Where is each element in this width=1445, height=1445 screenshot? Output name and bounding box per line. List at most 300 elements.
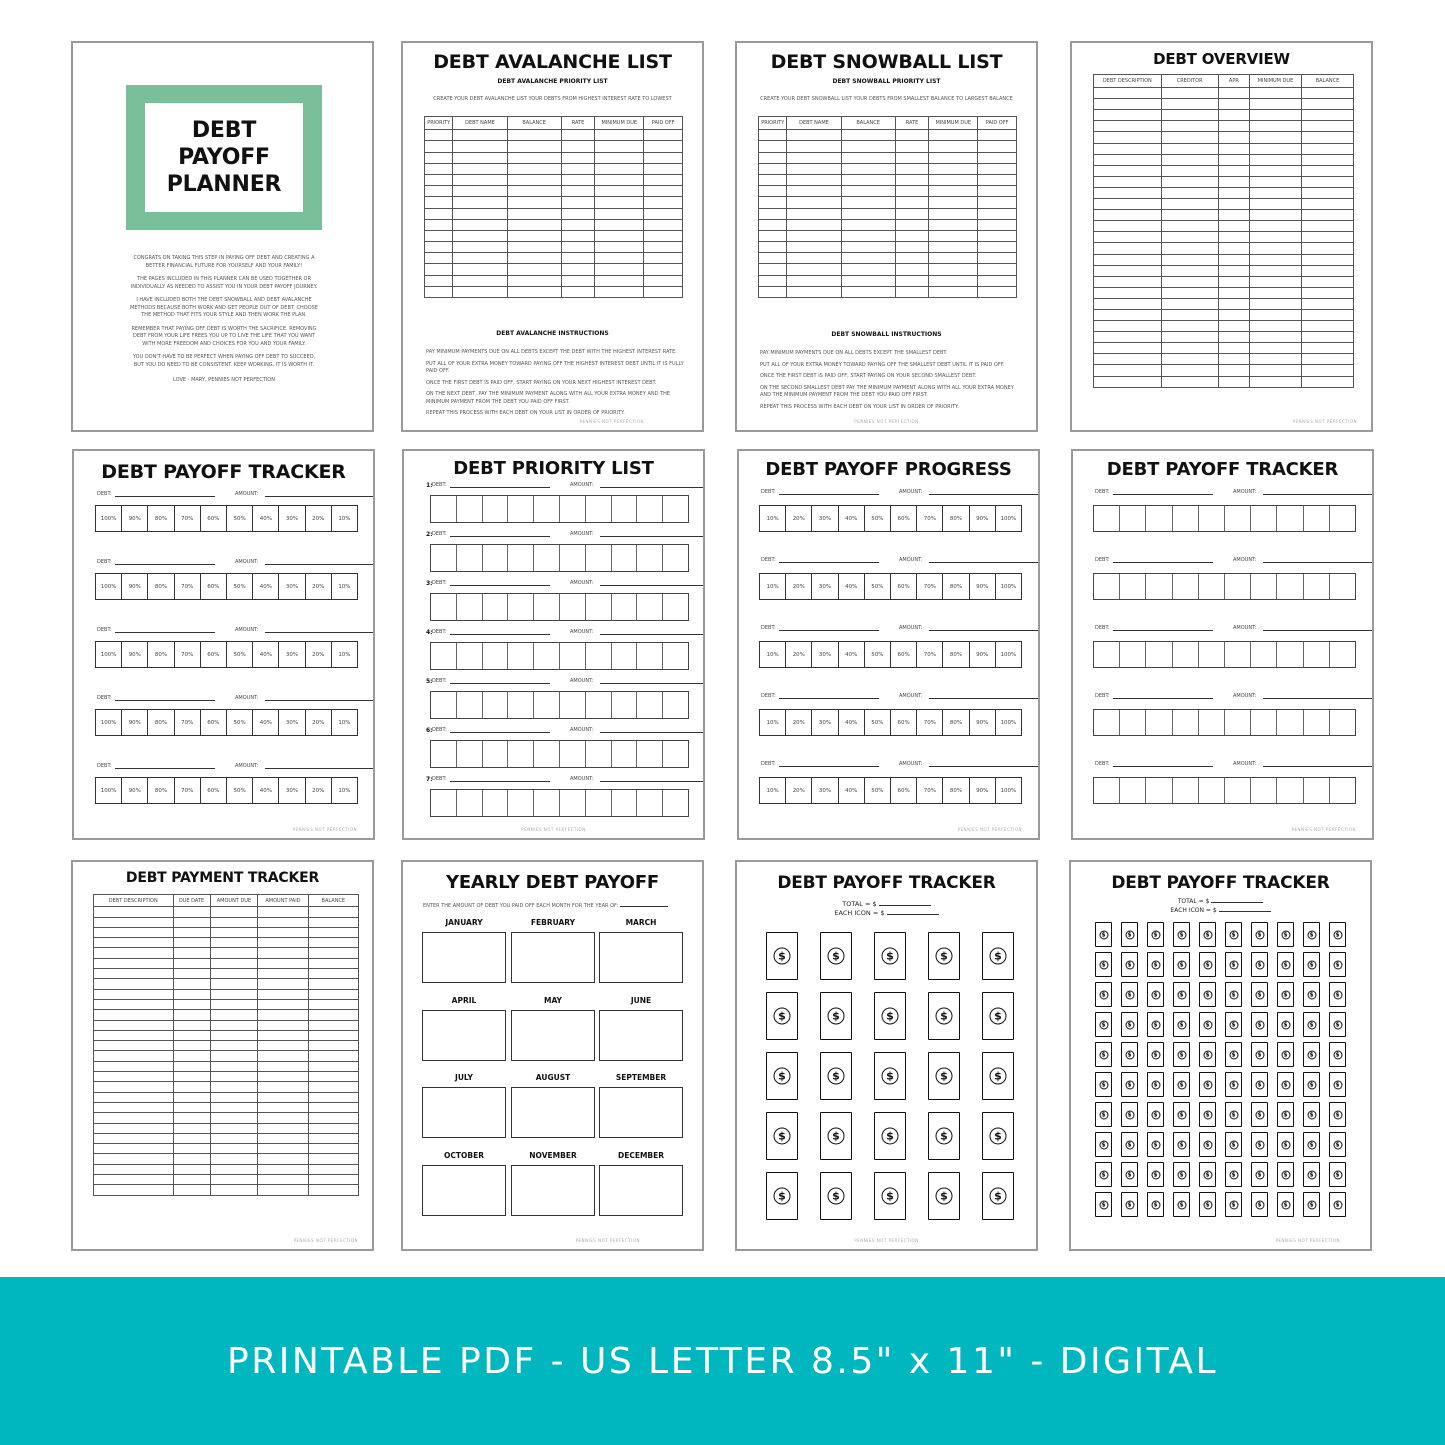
money-stack-icon[interactable]	[1121, 1102, 1138, 1127]
money-stack-icon[interactable]	[1225, 1192, 1242, 1217]
percent-cell[interactable]: 80%	[148, 506, 174, 531]
table-cell[interactable]	[258, 1175, 308, 1185]
table-cell[interactable]	[759, 163, 787, 174]
tracker-box[interactable]	[1120, 642, 1146, 667]
month-box[interactable]	[511, 1165, 595, 1216]
tracker-box[interactable]	[431, 594, 457, 620]
debt-blank[interactable]	[450, 678, 550, 684]
money-stack-icon[interactable]	[1251, 1102, 1268, 1127]
table-cell[interactable]	[94, 917, 174, 927]
percent-cell[interactable]: 60%	[201, 574, 227, 599]
table-cell[interactable]	[453, 163, 507, 174]
percent-cell[interactable]: 20%	[306, 778, 332, 803]
tracker-box[interactable]	[483, 790, 509, 816]
percent-cell[interactable]: 30%	[279, 574, 305, 599]
tracker-box[interactable]	[534, 790, 560, 816]
tracker-box[interactable]	[637, 790, 663, 816]
table-cell[interactable]	[644, 230, 683, 241]
money-stack-icon[interactable]	[1277, 1072, 1294, 1097]
table-cell[interactable]	[561, 152, 595, 163]
table-cell[interactable]	[94, 1113, 174, 1123]
money-stack-icon[interactable]	[982, 1172, 1014, 1220]
table-cell[interactable]	[1218, 276, 1249, 287]
table-cell[interactable]	[94, 1164, 174, 1174]
money-stack-icon[interactable]	[1121, 952, 1138, 977]
money-stack-icon[interactable]	[1277, 922, 1294, 947]
table-cell[interactable]	[210, 907, 258, 917]
table-cell[interactable]	[1249, 332, 1301, 343]
tracker-box[interactable]	[1199, 642, 1225, 667]
table-cell[interactable]	[453, 152, 507, 163]
table-cell[interactable]	[1218, 165, 1249, 176]
percent-cell[interactable]: 100%	[1000, 651, 1017, 658]
percent-cell[interactable]: 100%	[96, 506, 122, 531]
table-cell[interactable]	[210, 1164, 258, 1174]
money-stack-icon[interactable]	[1121, 922, 1138, 947]
table-cell[interactable]	[425, 275, 453, 286]
table-cell[interactable]	[561, 197, 595, 208]
tracker-box[interactable]	[1146, 710, 1172, 735]
table-cell[interactable]	[210, 1030, 258, 1040]
table-cell[interactable]	[1301, 265, 1353, 276]
table-cell[interactable]	[929, 208, 978, 219]
amount-blank[interactable]	[600, 776, 705, 782]
tracker-box[interactable]	[534, 643, 560, 669]
table-cell[interactable]	[1218, 221, 1249, 232]
table-cell[interactable]	[644, 130, 683, 141]
tracker-box[interactable]	[637, 496, 663, 522]
table-cell[interactable]	[94, 1175, 174, 1185]
table-cell[interactable]	[1094, 232, 1162, 243]
table-cell[interactable]	[210, 1154, 258, 1164]
amount-blank[interactable]	[265, 491, 375, 497]
table-cell[interactable]	[1301, 287, 1353, 298]
table-cell[interactable]	[308, 1185, 358, 1195]
money-stack-icon[interactable]	[1277, 982, 1294, 1007]
money-stack-icon[interactable]	[1199, 1042, 1216, 1067]
money-stack-icon[interactable]	[1199, 1072, 1216, 1097]
table-cell[interactable]	[258, 1154, 308, 1164]
table-cell[interactable]	[1094, 287, 1162, 298]
tracker-box[interactable]	[586, 643, 612, 669]
table-cell[interactable]	[1161, 309, 1218, 320]
tracker-box[interactable]	[1251, 778, 1277, 803]
percent-cell[interactable]: 60%	[201, 710, 227, 735]
percent-cell[interactable]: 10%	[760, 642, 786, 667]
money-stack-icon[interactable]	[1251, 952, 1268, 977]
table-cell[interactable]	[1094, 376, 1162, 387]
tracker-box[interactable]	[483, 643, 509, 669]
table-cell[interactable]	[258, 999, 308, 1009]
table-cell[interactable]	[173, 1185, 210, 1195]
table-cell[interactable]	[841, 230, 895, 241]
money-stack-icon[interactable]	[1147, 922, 1164, 947]
table-cell[interactable]	[173, 938, 210, 948]
table-cell[interactable]	[1161, 132, 1218, 143]
table-cell[interactable]	[759, 208, 787, 219]
table-cell[interactable]	[308, 907, 358, 917]
percent-cell[interactable]: 100%	[96, 574, 122, 599]
table-cell[interactable]	[94, 979, 174, 989]
tracker-box[interactable]	[1199, 506, 1225, 531]
table-cell[interactable]	[644, 286, 683, 297]
percent-cell[interactable]: 70%	[175, 710, 201, 735]
table-cell[interactable]	[1161, 298, 1218, 309]
percent-cell[interactable]: 60%	[201, 778, 227, 803]
table-cell[interactable]	[895, 186, 929, 197]
tracker-box[interactable]	[431, 741, 457, 767]
table-cell[interactable]	[258, 1123, 308, 1133]
table-cell[interactable]	[173, 927, 210, 937]
table-cell[interactable]	[507, 253, 561, 264]
money-stack-icon[interactable]	[1147, 1192, 1164, 1217]
tracker-box[interactable]	[1146, 574, 1172, 599]
table-cell[interactable]	[1094, 276, 1162, 287]
tracker-box[interactable]	[457, 545, 483, 571]
table-cell[interactable]	[1301, 343, 1353, 354]
tracker-box[interactable]	[1304, 574, 1330, 599]
table-cell[interactable]	[759, 275, 787, 286]
month-box[interactable]	[599, 1010, 683, 1061]
table-cell[interactable]	[258, 1072, 308, 1082]
table-cell[interactable]	[1301, 210, 1353, 221]
table-cell[interactable]	[1161, 343, 1218, 354]
table-cell[interactable]	[308, 917, 358, 927]
table-cell[interactable]	[1249, 265, 1301, 276]
table-cell[interactable]	[595, 253, 644, 264]
tracker-box[interactable]	[663, 741, 688, 767]
table-cell[interactable]	[1249, 154, 1301, 165]
tracker-box[interactable]	[612, 692, 638, 718]
debt-blank[interactable]	[779, 693, 879, 699]
table-cell[interactable]	[841, 264, 895, 275]
tracker-box[interactable]	[1120, 778, 1146, 803]
table-cell[interactable]	[595, 242, 644, 253]
money-stack-icon[interactable]	[766, 992, 798, 1040]
percent-cell[interactable]: 20%	[786, 574, 812, 599]
table-cell[interactable]	[1249, 254, 1301, 265]
money-stack-icon[interactable]	[1277, 1132, 1294, 1157]
percent-cell[interactable]: 40%	[253, 778, 279, 803]
table-cell[interactable]	[210, 1072, 258, 1082]
table-cell[interactable]	[978, 253, 1017, 264]
money-stack-icon[interactable]	[982, 1112, 1014, 1160]
table-cell[interactable]	[841, 208, 895, 219]
percent-cell[interactable]: 40%	[253, 642, 279, 667]
table-cell[interactable]	[1094, 321, 1162, 332]
percent-cell[interactable]: 30%	[812, 574, 838, 599]
table-cell[interactable]	[978, 163, 1017, 174]
tracker-box[interactable]	[1094, 574, 1120, 599]
tracker-box[interactable]	[1225, 574, 1251, 599]
table-cell[interactable]	[425, 130, 453, 141]
percent-cell[interactable]: 90%	[970, 778, 996, 803]
table-cell[interactable]	[895, 141, 929, 152]
percent-cell[interactable]: 40%	[253, 506, 279, 531]
money-stack-icon[interactable]	[766, 1052, 798, 1100]
table-cell[interactable]	[1249, 165, 1301, 176]
percent-cell[interactable]: 80%	[148, 778, 174, 803]
money-stack-icon[interactable]	[1225, 1072, 1242, 1097]
money-stack-icon[interactable]	[1121, 1012, 1138, 1037]
table-cell[interactable]	[841, 286, 895, 297]
tracker-box[interactable]	[483, 545, 509, 571]
money-stack-icon[interactable]	[1329, 952, 1346, 977]
tracker-box[interactable]	[508, 790, 534, 816]
table-cell[interactable]	[94, 1010, 174, 1020]
table-cell[interactable]	[1094, 132, 1162, 143]
table-cell[interactable]	[644, 253, 683, 264]
table-cell[interactable]	[787, 152, 841, 163]
table-cell[interactable]	[978, 141, 1017, 152]
month-box[interactable]	[511, 932, 595, 983]
percent-cell[interactable]: 90%	[122, 574, 148, 599]
percent-cell[interactable]: 90%	[122, 778, 148, 803]
money-stack-icon[interactable]	[766, 932, 798, 980]
table-cell[interactable]	[94, 1020, 174, 1030]
percent-cell[interactable]: 30%	[279, 642, 305, 667]
table-cell[interactable]	[94, 1030, 174, 1040]
table-cell[interactable]	[258, 917, 308, 927]
table-cell[interactable]	[895, 174, 929, 185]
table-cell[interactable]	[173, 1041, 210, 1051]
table-cell[interactable]	[895, 219, 929, 230]
money-stack-icon[interactable]	[1251, 1012, 1268, 1037]
tracker-box[interactable]	[560, 594, 586, 620]
table-cell[interactable]	[1161, 232, 1218, 243]
tracker-box[interactable]	[1094, 506, 1120, 531]
table-cell[interactable]	[258, 979, 308, 989]
money-stack-icon[interactable]	[982, 992, 1014, 1040]
tracker-box[interactable]	[637, 692, 663, 718]
table-cell[interactable]	[1094, 254, 1162, 265]
percent-cell[interactable]: 20%	[306, 506, 332, 531]
money-stack-icon[interactable]	[1147, 1042, 1164, 1067]
percent-cell[interactable]: 40%	[839, 506, 865, 531]
money-stack-icon[interactable]	[1095, 1042, 1112, 1067]
percent-cell[interactable]: 30%	[812, 506, 838, 531]
percent-cell[interactable]: 60%	[201, 642, 227, 667]
percent-cell[interactable]: 20%	[306, 642, 332, 667]
table-cell[interactable]	[173, 1133, 210, 1143]
money-stack-icon[interactable]	[1303, 1102, 1320, 1127]
table-cell[interactable]	[507, 286, 561, 297]
percent-cell[interactable]: 100%	[1000, 787, 1017, 794]
percent-cell[interactable]: 10%	[338, 583, 351, 590]
table-cell[interactable]	[929, 253, 978, 264]
table-cell[interactable]	[929, 186, 978, 197]
percent-cell[interactable]: 20%	[786, 642, 812, 667]
money-stack-icon[interactable]	[1095, 1192, 1112, 1217]
table-cell[interactable]	[1218, 176, 1249, 187]
table-cell[interactable]	[595, 163, 644, 174]
table-cell[interactable]	[1301, 276, 1353, 287]
percent-cell[interactable]: 30%	[812, 642, 838, 667]
table-cell[interactable]	[644, 152, 683, 163]
money-stack-icon[interactable]	[1095, 1072, 1112, 1097]
table-cell[interactable]	[258, 1164, 308, 1174]
tracker-box[interactable]	[1304, 778, 1330, 803]
table-cell[interactable]	[929, 275, 978, 286]
amount-blank[interactable]	[600, 531, 705, 537]
percent-cell[interactable]: 50%	[227, 642, 253, 667]
table-cell[interactable]	[1161, 88, 1218, 99]
tracker-box[interactable]	[1225, 710, 1251, 735]
table-cell[interactable]	[453, 253, 507, 264]
table-cell[interactable]	[94, 938, 174, 948]
money-stack-icon[interactable]	[1199, 952, 1216, 977]
money-stack-icon[interactable]	[928, 932, 960, 980]
percent-cell[interactable]: 50%	[865, 574, 891, 599]
money-stack-icon[interactable]	[1303, 1072, 1320, 1097]
percent-cell[interactable]: 10%	[338, 651, 351, 658]
table-cell[interactable]	[453, 264, 507, 275]
table-cell[interactable]	[978, 208, 1017, 219]
table-cell[interactable]	[308, 1133, 358, 1143]
money-stack-icon[interactable]	[1199, 982, 1216, 1007]
percent-cell[interactable]: 30%	[279, 506, 305, 531]
table-cell[interactable]	[1161, 321, 1218, 332]
tracker-box[interactable]	[457, 741, 483, 767]
table-cell[interactable]	[1218, 199, 1249, 210]
money-stack-icon[interactable]	[928, 1112, 960, 1160]
percent-cell[interactable]: 90%	[122, 642, 148, 667]
money-stack-icon[interactable]	[820, 992, 852, 1040]
money-stack-icon[interactable]	[1147, 1102, 1164, 1127]
percent-cell[interactable]: 40%	[839, 778, 865, 803]
percent-cell[interactable]: 30%	[812, 778, 838, 803]
table-cell[interactable]	[595, 219, 644, 230]
table-cell[interactable]	[1161, 287, 1218, 298]
table-cell[interactable]	[173, 989, 210, 999]
tracker-box[interactable]	[612, 741, 638, 767]
table-cell[interactable]	[561, 253, 595, 264]
table-cell[interactable]	[173, 948, 210, 958]
table-cell[interactable]	[94, 1041, 174, 1051]
table-cell[interactable]	[978, 242, 1017, 253]
table-cell[interactable]	[94, 1144, 174, 1154]
table-cell[interactable]	[308, 1154, 358, 1164]
money-stack-icon[interactable]	[1329, 1162, 1346, 1187]
money-stack-icon[interactable]	[1225, 1132, 1242, 1157]
percent-cell[interactable]: 10%	[760, 506, 786, 531]
table-cell[interactable]	[210, 958, 258, 968]
table-cell[interactable]	[1218, 210, 1249, 221]
tracker-box[interactable]	[457, 790, 483, 816]
percent-cell[interactable]: 100%	[96, 642, 122, 667]
debt-blank[interactable]	[450, 580, 550, 586]
table-cell[interactable]	[94, 999, 174, 1009]
tracker-box[interactable]	[1225, 778, 1251, 803]
table-cell[interactable]	[1301, 354, 1353, 365]
percent-cell[interactable]: 30%	[279, 710, 305, 735]
year-blank[interactable]	[620, 902, 668, 907]
money-stack-icon[interactable]	[1303, 922, 1320, 947]
percent-cell[interactable]: 40%	[839, 642, 865, 667]
table-cell[interactable]	[173, 1082, 210, 1092]
percent-cell[interactable]: 10%	[760, 710, 786, 735]
table-cell[interactable]	[759, 286, 787, 297]
debt-blank[interactable]	[1113, 693, 1213, 699]
table-cell[interactable]	[1094, 143, 1162, 154]
table-cell[interactable]	[1161, 265, 1218, 276]
debt-blank[interactable]	[450, 531, 550, 537]
table-cell[interactable]	[258, 927, 308, 937]
amount-blank[interactable]	[600, 727, 705, 733]
total-blank[interactable]	[879, 900, 931, 906]
table-cell[interactable]	[1218, 287, 1249, 298]
total-blank[interactable]	[1211, 897, 1263, 903]
money-stack-icon[interactable]	[1277, 1012, 1294, 1037]
tracker-box[interactable]	[508, 741, 534, 767]
money-stack-icon[interactable]	[928, 1172, 960, 1220]
tracker-box[interactable]	[560, 496, 586, 522]
table-cell[interactable]	[308, 999, 358, 1009]
table-cell[interactable]	[929, 242, 978, 253]
percent-cell[interactable]: 90%	[970, 506, 996, 531]
table-cell[interactable]	[1161, 243, 1218, 254]
tracker-box[interactable]	[1277, 778, 1303, 803]
tracker-box[interactable]	[457, 643, 483, 669]
money-stack-icon[interactable]	[1121, 1042, 1138, 1067]
percent-cell[interactable]: 20%	[306, 574, 332, 599]
table-cell[interactable]	[258, 1092, 308, 1102]
money-stack-icon[interactable]	[874, 1052, 906, 1100]
tracker-box[interactable]	[612, 594, 638, 620]
table-cell[interactable]	[1161, 165, 1218, 176]
percent-cell[interactable]: 100%	[96, 778, 122, 803]
table-cell[interactable]	[308, 958, 358, 968]
table-cell[interactable]	[1249, 176, 1301, 187]
tracker-box[interactable]	[1146, 642, 1172, 667]
debt-blank[interactable]	[450, 629, 550, 635]
table-cell[interactable]	[1218, 332, 1249, 343]
table-cell[interactable]	[507, 186, 561, 197]
tracker-box[interactable]	[1094, 642, 1120, 667]
money-stack-icon[interactable]	[820, 1112, 852, 1160]
amount-blank[interactable]	[1263, 625, 1374, 631]
tracker-box[interactable]	[560, 545, 586, 571]
table-cell[interactable]	[561, 275, 595, 286]
table-cell[interactable]	[644, 242, 683, 253]
money-stack-icon[interactable]	[1277, 1042, 1294, 1067]
money-stack-icon[interactable]	[1303, 1192, 1320, 1217]
amount-blank[interactable]	[929, 693, 1040, 699]
debt-blank[interactable]	[779, 761, 879, 767]
table-cell[interactable]	[453, 275, 507, 286]
tracker-box[interactable]	[431, 545, 457, 571]
table-cell[interactable]	[453, 130, 507, 141]
table-cell[interactable]	[644, 208, 683, 219]
table-cell[interactable]	[1094, 154, 1162, 165]
tracker-box[interactable]	[508, 692, 534, 718]
table-cell[interactable]	[978, 174, 1017, 185]
table-cell[interactable]	[507, 275, 561, 286]
amount-blank[interactable]	[265, 695, 375, 701]
percent-cell[interactable]: 60%	[891, 506, 917, 531]
amount-blank[interactable]	[1263, 489, 1374, 495]
money-stack-icon[interactable]	[1199, 1192, 1216, 1217]
table-cell[interactable]	[1094, 243, 1162, 254]
table-cell[interactable]	[1301, 365, 1353, 376]
table-cell[interactable]	[258, 1030, 308, 1040]
table-cell[interactable]	[94, 1133, 174, 1143]
table-cell[interactable]	[1301, 165, 1353, 176]
table-cell[interactable]	[595, 197, 644, 208]
table-cell[interactable]	[1218, 343, 1249, 354]
table-cell[interactable]	[1218, 154, 1249, 165]
tracker-box[interactable]	[1199, 574, 1225, 599]
